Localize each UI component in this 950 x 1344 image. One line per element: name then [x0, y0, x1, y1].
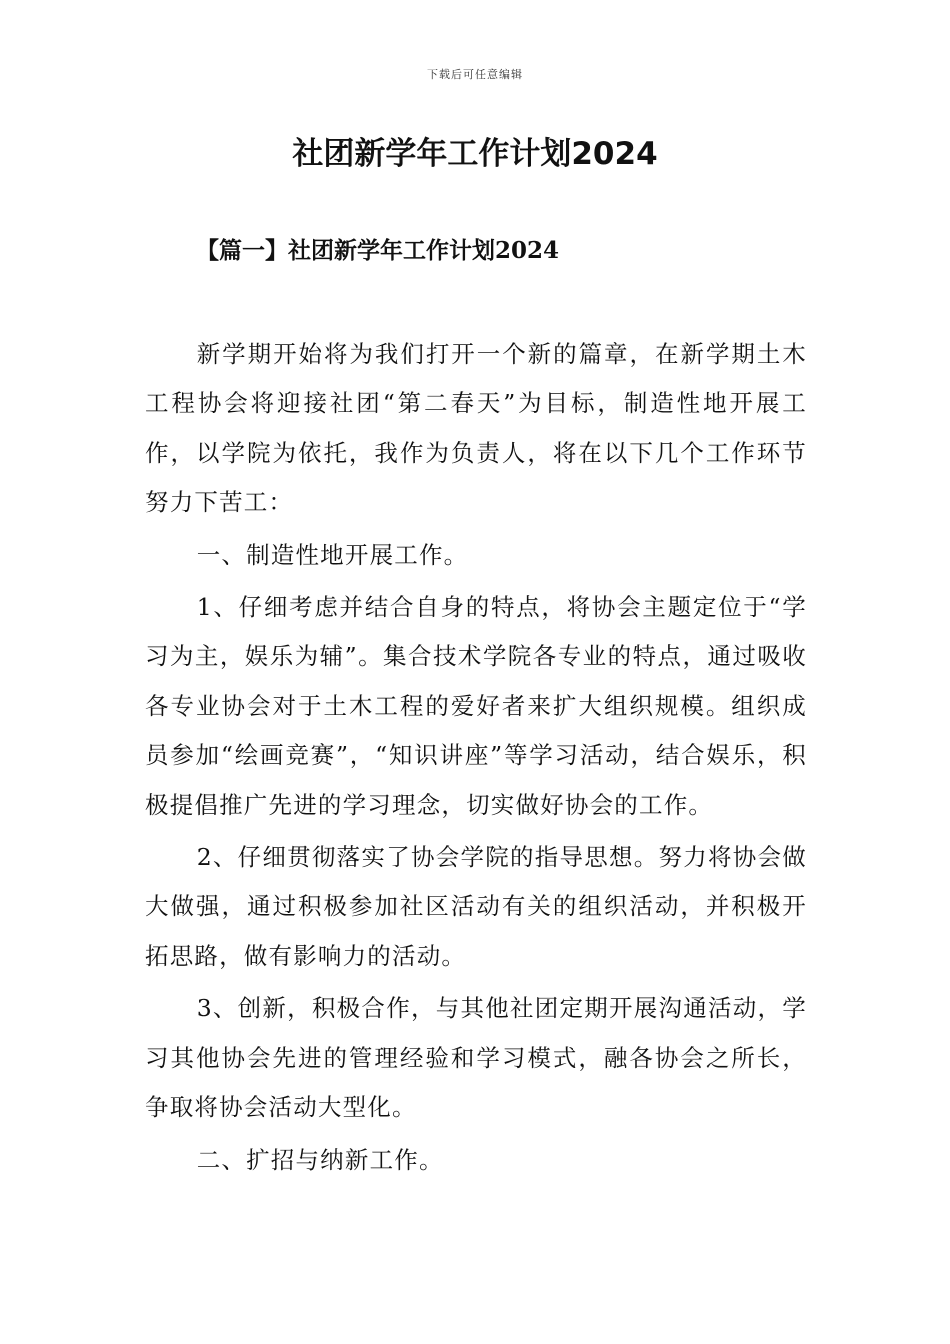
paragraph-intro: 新学期开始将为我们打开一个新的篇章，在新学期土木工程协会将迎接社团“第二春天”为目标，制造性地开展工作，以学院为依托，我作为负责人，将在以下几个工作环节努力下苦工：	[145, 340, 807, 517]
paragraph-item-2: 2、仔细贯彻落实了协会学院的指导思想。努力将协会做大做强，通过积极参加社区活动有关的组织活动，并积极开拓思路，做有影响力的活动。	[145, 843, 807, 970]
paragraph-item-3: 3、创新，积极合作，与其他社团定期开展沟通活动，学习其他协会先进的管理经验和学习模式，融各协会之所长，争取将协会活动大型化。	[145, 994, 807, 1122]
document-body	[145, 330, 807, 1185]
paragraph-item-1: 1、仔细考虑并结合自身的特点，将协会主题定位于“学习为主，娱乐为辅”。集合技术学院各专业的特点，通过吸收各专业协会对于土木工程的爱好者来扩大组织规模。组织成员参加“绘画竞赛”，“知识讲座”等学习活动，结合娱乐，积极提倡推广先进的学习理念，切实做好协会的工作。	[145, 593, 807, 819]
section-heading: 【篇一】社团新学年工作计划2024	[196, 237, 560, 264]
paragraph-heading-two: 二、扩招与纳新工作。	[196, 1145, 444, 1174]
paragraph-heading-one: 一、制造性地开展工作。	[196, 540, 469, 569]
document-title: 社团新学年工作计划2024	[292, 136, 658, 172]
header-note: 下载后可任意编辑	[427, 68, 523, 81]
